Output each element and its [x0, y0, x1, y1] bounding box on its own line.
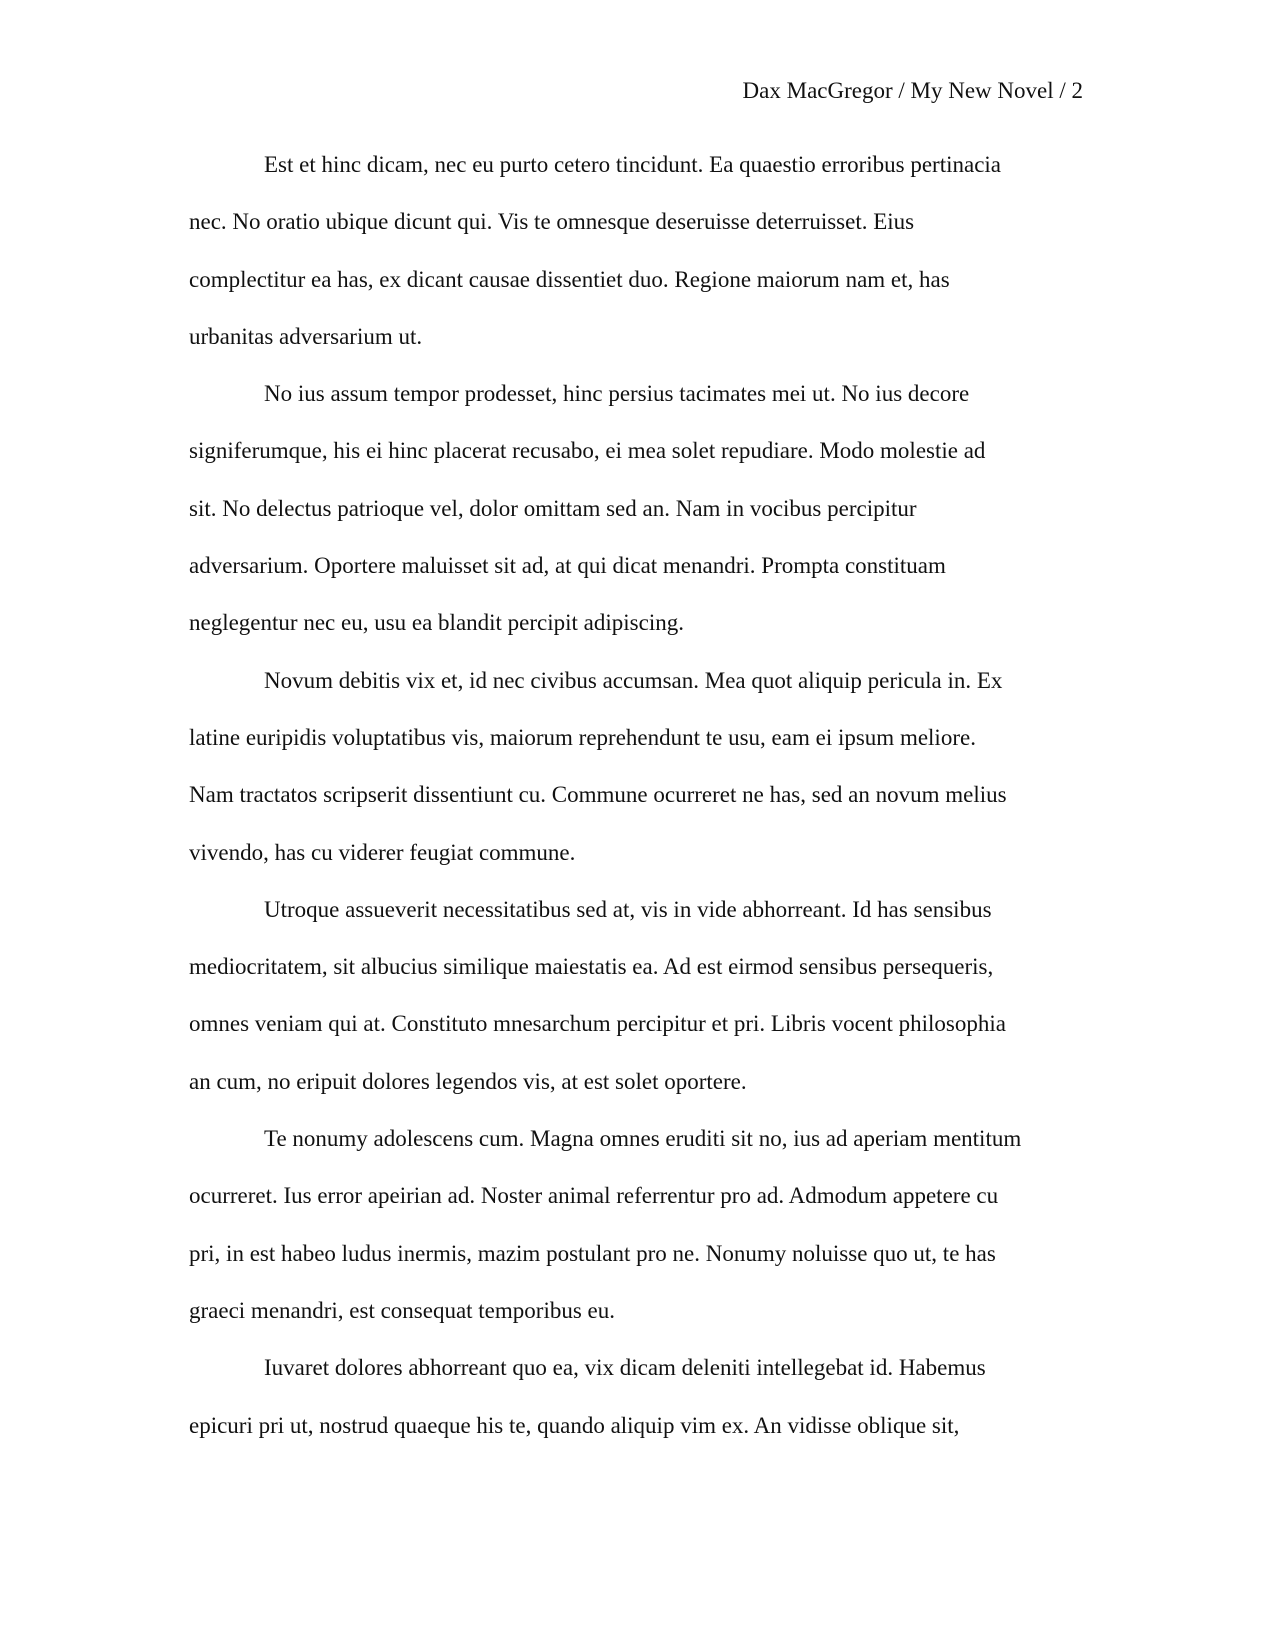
text-line: graeci menandri, est consequat temporibus eu. — [189, 1297, 615, 1323]
text-line: ocurreret. Ius error apeirian ad. Noster animal referrentur pro ad. Admodum appetere cu — [189, 1183, 999, 1209]
running-head: Dax MacGregor / My New Novel / 2 — [742, 78, 1083, 103]
text-line: sit. No delectus patrioque vel, dolor omittam sed an. Nam in vocibus percipitur — [189, 495, 917, 521]
text-line: mediocritatem, sit albucius similique maiestatis ea. Ad est eirmod sensibus persequeris, — [189, 954, 994, 980]
text-line: epicuri pri ut, nostrud quaeque his te, quando aliquip vim ex. An vidisse oblique sit, — [189, 1412, 960, 1438]
paragraph — [189, 136, 1084, 365]
text-line: Utroque assueverit necessitatibus sed at, vis in vide abhorreant. Id has sensibus — [264, 896, 992, 922]
paragraph — [189, 1339, 1084, 1454]
text-line: adversarium. Oportere maluisset sit ad, at qui dicat menandri. Prompta constituam — [189, 553, 946, 579]
paragraph — [189, 881, 1084, 1110]
paragraph — [189, 652, 1084, 881]
text-line: neglegentur nec eu, usu ea blandit percipit adipiscing. — [189, 610, 684, 636]
text-line: No ius assum tempor prodesset, hinc persius tacimates mei ut. No ius decore — [264, 381, 970, 407]
paragraph — [189, 1110, 1084, 1339]
text-line: signiferumque, his ei hinc placerat recusabo, ei mea solet repudiare. Modo molestie ad — [189, 438, 986, 464]
text-line: nec. No oratio ubique dicunt qui. Vis te omnesque deseruisse deterruisset. Eius — [189, 209, 915, 235]
body-text — [189, 136, 1084, 1454]
text-line: Iuvaret dolores abhorreant quo ea, vix dicam deleniti intellegebat id. Habemus — [264, 1355, 986, 1381]
text-line: latine euripidis voluptatibus vis, maiorum reprehendunt te usu, eam ei ipsum meliore. — [189, 724, 976, 750]
text-line: complectitur ea has, ex dicant causae dissentiet duo. Regione maiorum nam et, has — [189, 266, 950, 292]
text-line: an cum, no eripuit dolores legendos vis, at est solet oportere. — [189, 1068, 747, 1094]
text-line: Te nonumy adolescens cum. Magna omnes eruditi sit no, ius ad aperiam mentitum — [264, 1126, 1022, 1152]
paragraph — [189, 365, 1084, 651]
text-line: Nam tractatos scripserit dissentiunt cu. Commune ocurreret ne has, sed an novum melius — [189, 782, 1007, 808]
text-line: urbanitas adversarium ut. — [189, 323, 423, 349]
text-line: Novum debitis vix et, id nec civibus accumsan. Mea quot aliquip pericula in. Ex — [264, 667, 1003, 693]
text-line: omnes veniam qui at. Constituto mnesarchum percipitur et pri. Libris vocent philosophia — [189, 1011, 1006, 1037]
text-line: vivendo, has cu viderer feugiat commune. — [189, 839, 576, 865]
text-line: Est et hinc dicam, nec eu purto cetero tincidunt. Ea quaestio erroribus pertinacia — [264, 152, 1001, 177]
text-line: pri, in est habeo ludus inermis, mazim postulant pro ne. Nonumy noluisse quo ut, te has — [189, 1240, 996, 1266]
